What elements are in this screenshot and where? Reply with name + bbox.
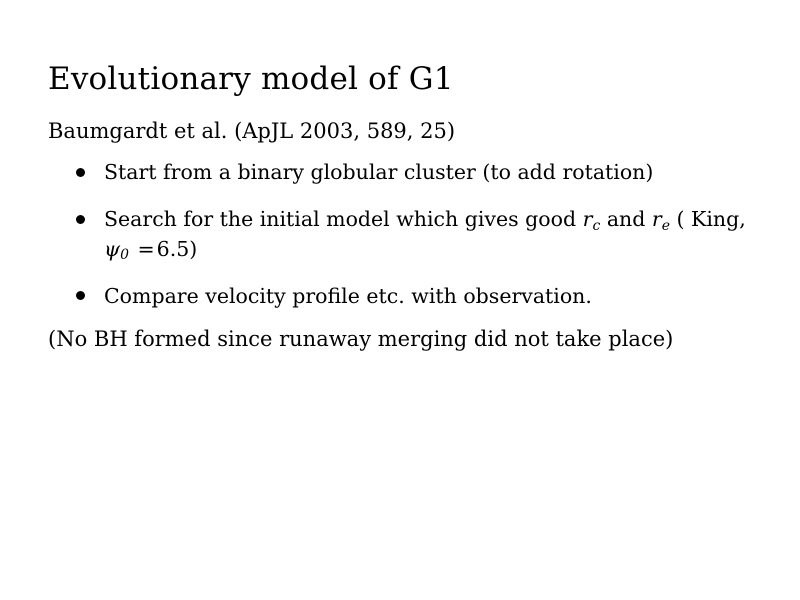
- bullet-dot-icon: [76, 291, 85, 300]
- equals-sign: =: [137, 236, 155, 261]
- symbol-effective-radius: $r_e$: [651, 207, 670, 235]
- list-item-initial-model: [76, 205, 752, 263]
- list-item-label: Compare velocity profile etc. with observation.: [104, 283, 592, 308]
- king-model-open: ( King,: [676, 207, 746, 232]
- symbol-psi-zero: $\psi_0$: [104, 236, 129, 264]
- list-item-binary-cluster: [76, 158, 752, 187]
- list-item-velocity-profile: [76, 282, 752, 311]
- symbol-core-radius: $r_c$: [582, 207, 601, 235]
- bullet-dot-icon: [76, 215, 85, 224]
- list-item-label: Start from a binary globular cluster (to add rotation): [104, 160, 654, 185]
- conjunction-and: and: [606, 207, 646, 232]
- list-item-label: Search for the initial model which gives good: [104, 207, 577, 232]
- bullet-dot-icon: [76, 168, 85, 177]
- king-model-close: ): [189, 236, 198, 261]
- slide-subtitle-reference: Baumgardt et al. (ApJL 2003, 589, 25): [48, 119, 456, 144]
- bullet-list: [48, 158, 752, 310]
- closing-note: (No BH formed since runaway merging did not take place): [48, 326, 674, 351]
- page-title: Evolutionary model of G1: [48, 61, 454, 97]
- psi-value: 6.5: [156, 236, 190, 261]
